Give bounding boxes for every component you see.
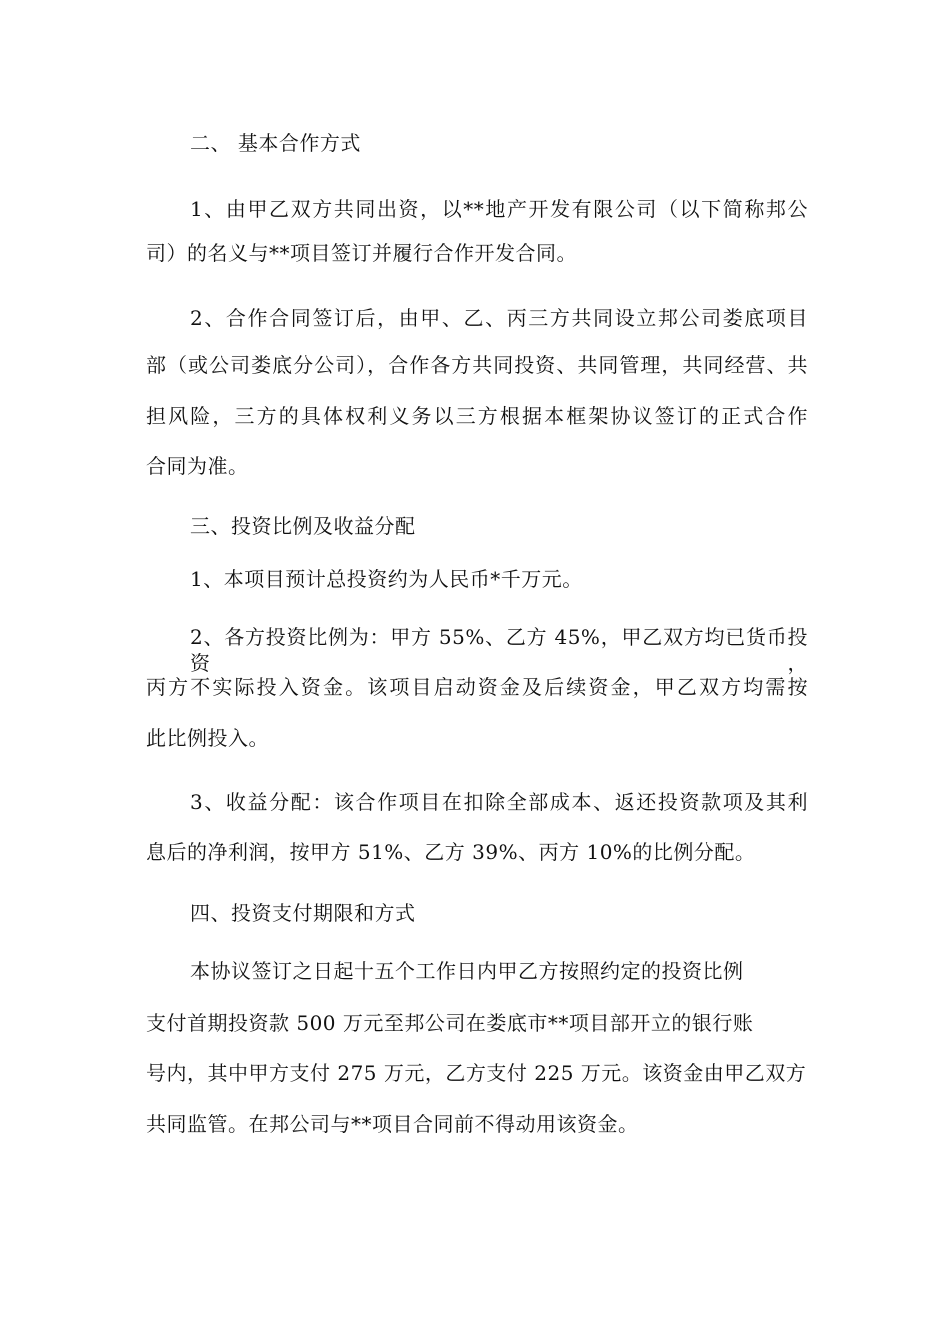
paragraph-line: 2、合作合同签订后，由甲、乙、丙三方共同设立邦公司娄底项目 [190, 306, 808, 330]
paragraph-line: 1、本项目预计总投资约为人民币*千万元。 [190, 567, 583, 591]
paragraph-line: 担风险，三方的具体权利义务以三方根据本框架协议签订的正式合作 [146, 404, 808, 428]
section-heading-investment: 三、投资比例及收益分配 [190, 514, 416, 538]
paragraph-line: 号内，其中甲方支付 275 万元，乙方支付 225 万元。该资金由甲乙双方 [146, 1061, 807, 1085]
section-heading-payment: 四、投资支付期限和方式 [190, 901, 416, 925]
paragraph-line: 1、由甲乙双方共同出资，以**地产开发有限公司（以下简称邦公 [190, 197, 808, 221]
paragraph-line: 司）的名义与**项目签订并履行合作开发合同。 [146, 241, 577, 265]
paragraph-line: 合同为准。 [146, 454, 249, 478]
section-heading-cooperation: 二、 基本合作方式 [190, 131, 361, 155]
paragraph-line: 2、各方投资比例为：甲方 55%、乙方 45%，甲乙双方均已货币投资， [190, 625, 808, 675]
paragraph-line: 共同监管。在邦公司与**项目合同前不得动用该资金。 [146, 1112, 639, 1136]
paragraph-line: 此比例投入。 [146, 726, 269, 750]
paragraph-line: 本协议签订之日起十五个工作日内甲乙方按照约定的投资比例 [190, 959, 744, 983]
paragraph-line: 丙方不实际投入资金。该项目启动资金及后续资金，甲乙双方均需按 [146, 675, 808, 699]
paragraph-line: 3、收益分配：该合作项目在扣除全部成本、返还投资款项及其利 [190, 790, 808, 814]
paragraph-line: 息后的净利润，按甲方 51%、乙方 39%、丙方 10%的比例分配。 [146, 840, 756, 864]
paragraph-line: 部（或公司娄底分公司），合作各方共同投资、共同管理，共同经营、共 [146, 353, 808, 377]
paragraph-line: 支付首期投资款 500 万元至邦公司在娄底市**项目部开立的银行账 [146, 1011, 754, 1035]
